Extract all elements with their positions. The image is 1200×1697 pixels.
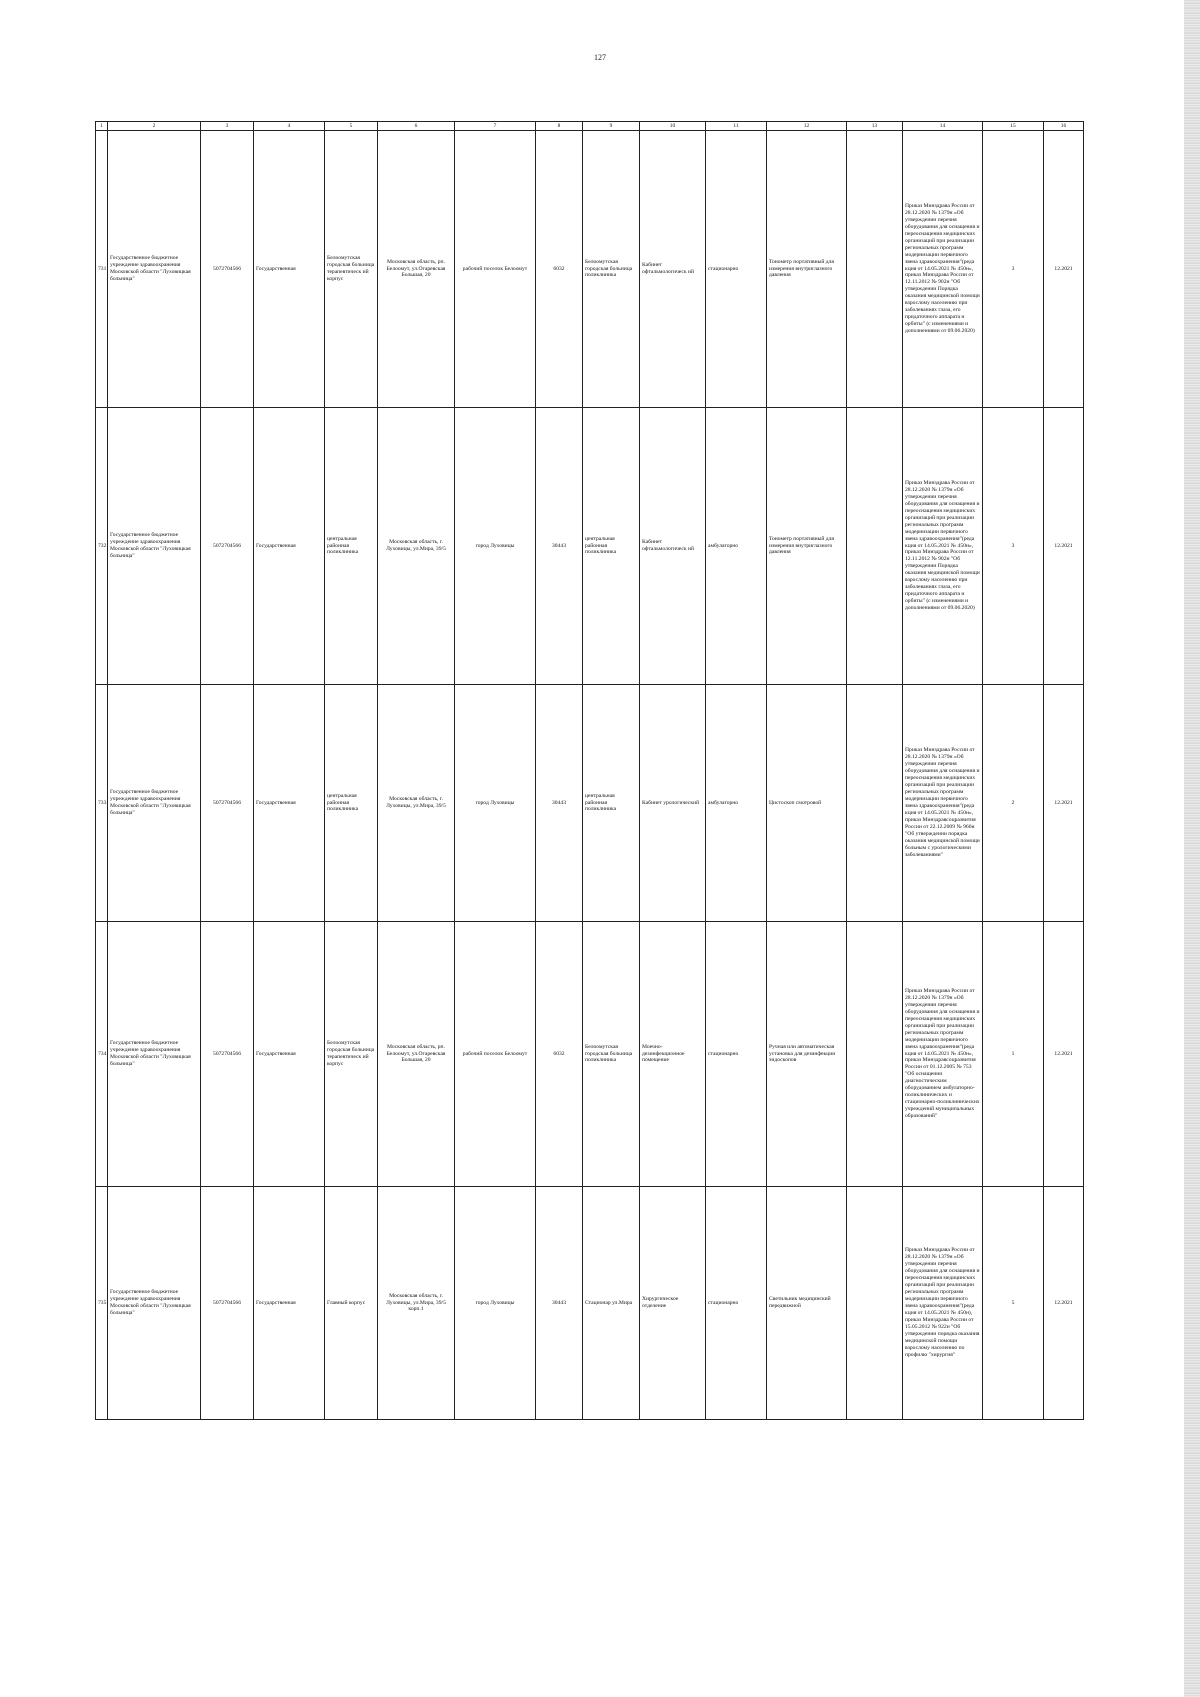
column-number: 15 [983, 122, 1044, 131]
table-row [96, 922, 1084, 1187]
inn: 5072704566 [201, 1187, 254, 1420]
column-number: 3 [201, 122, 254, 131]
deadline: 12.2021 [1044, 408, 1084, 685]
locality: город Луховицы [455, 685, 536, 922]
locality-code: 6032 [536, 922, 583, 1187]
regulation: Приказ Минздрава России от 28.12.2020 № 1379н «Об утверждении перечня оборудования для оснащения и переоснащения медицинских организаций при реализации региональных программ модернизации первичного звена здравоохранения"(реда кция от 14.05.2021 № 450н», приказ Минздрава России от 12.11.2012 № 902н "Об утверждении Порядка оказания медицинской помощи взрослому населению при заболеваниях глаза, его придаточного аппарата и орбиты" (с изменениями и дополнениями от 09.06.2020) [903, 131, 983, 408]
row-number: 734 [96, 922, 108, 1187]
organization-name: Государственное бюджетное учреждение здравоохранения Московской области "Луховицкая больница" [108, 131, 201, 408]
quantity: 3 [983, 408, 1044, 685]
address: Московская область, г. Луховицы, ул.Мира, 39/5 [378, 408, 455, 685]
unit: центральная районная поликлиника [583, 408, 640, 685]
building: Белоомутская городская больница терапевтическ ий корпус [325, 922, 378, 1187]
room: Хирургическое отделение [640, 1187, 706, 1420]
column-number: 4 [254, 122, 325, 131]
extra [847, 408, 903, 685]
address: Московская область, г. Луховицы, ул.Мира, 39/5 корп.1 [378, 1187, 455, 1420]
ownership-form: Государственная [254, 1187, 325, 1420]
equipment: Ручная или автоматическая установка для дезинфекции эндоскопов [767, 922, 847, 1187]
address: Московская область, рп. Белоомут, ул.Огаревская Большая, 20 [378, 922, 455, 1187]
address: Московская область, рп. Белоомут, ул.Огаревская Большая, 20 [378, 131, 455, 408]
unit: Белоомутская городская больница поликлиника [583, 922, 640, 1187]
room: Кабинет офтальмологическ ий [640, 408, 706, 685]
column-number: 9 [583, 122, 640, 131]
table-row [96, 408, 1084, 685]
care-mode: амбулаторно [706, 685, 767, 922]
locality-code: 30443 [536, 1187, 583, 1420]
regulation: Приказ Минздрава России от 28.12.2020 № 1379н «Об утверждении перечня оборудования для оснащения и переоснащения медицинских организаций при реализации региональных программ модернизации первичного звена здравоохранения"(реда кция от 14.05.2021 № 450н», приказ Минздравсоцразвития России от 01.12.2005 № 753 "Об оснащении диагностическим оборудованием амбулаторно-поликлинических и стационарно-поликлинических учреждений муниципальных образований" [903, 922, 983, 1187]
column-number: 6 [378, 122, 455, 131]
row-number: 735 [96, 1187, 108, 1420]
address: Московская область, г. Луховицы, ул.Мира, 39/5 [378, 685, 455, 922]
organization-name: Государственное бюджетное учреждение здравоохранения Московской области "Луховицкая больница" [108, 922, 201, 1187]
care-mode: стационарно [706, 131, 767, 408]
inn: 5072704566 [201, 131, 254, 408]
locality-code: 30443 [536, 408, 583, 685]
regulation: Приказ Минздрава России от 28.12.2020 № 1379н «Об утверждении перечня оборудования для оснащения и переоснащения медицинских организаций при реализации региональных программ модернизации первичного звена здравоохранения"(реда кция от 14.05.2021 № 450н», приказ Минздрава России от 12.11.2012 № 902н "Об утверждении Порядка оказания медицинской помощи взрослому населению при заболеваниях глаза, его придаточного аппарата и орбиты" (с изменениями и дополнениями от 09.06.2020) [903, 408, 983, 685]
extra [847, 1187, 903, 1420]
extra [847, 131, 903, 408]
row-number: 732 [96, 408, 108, 685]
column-number: 8 [536, 122, 583, 131]
column-number: 1 [96, 122, 108, 131]
ownership-form: Государственная [254, 685, 325, 922]
column-number: 10 [640, 122, 706, 131]
room: Моечно-дезинфекционное помещение [640, 922, 706, 1187]
column-number: 13 [847, 122, 903, 131]
equipment: Цистоскоп смотровой [767, 685, 847, 922]
regulation: Приказ Минздрава России от 28.12.2020 № 1379н «Об утверждении перечня оборудования для оснащения и переоснащения медицинских организаций при реализации региональных программ модернизации первичного звена здравоохранения"(реда кция от 14.05.2021 № 450н), приказ Минздрава России от 15.05.2012 № 922н "Об утверждении порядка оказания медицинской помощи взрослому населению по профилю "хирургия" [903, 1187, 983, 1420]
equipment: Тонометр портативный для измерения внутриглазного давления [767, 131, 847, 408]
locality-code: 6032 [536, 131, 583, 408]
column-number: 16 [1044, 122, 1084, 131]
table-row [96, 1187, 1084, 1420]
quantity: 3 [983, 131, 1044, 408]
unit: Стационар ул.Мира [583, 1187, 640, 1420]
column-number: 7 [455, 122, 536, 131]
scan-edge [1184, 0, 1200, 1697]
care-mode: стационарно [706, 922, 767, 1187]
care-mode: амбулаторно [706, 408, 767, 685]
deadline: 12.2021 [1044, 1187, 1084, 1420]
locality-code: 30443 [536, 685, 583, 922]
column-number-row [96, 122, 1084, 131]
table-row [96, 685, 1084, 922]
deadline: 12.2021 [1044, 131, 1084, 408]
care-mode: стационарно [706, 1187, 767, 1420]
register-table [95, 121, 1084, 1420]
regulation: Приказ Минздрава России от 28.12.2020 № 1379н «Об утверждении перечня оборудования для оснащения и переоснащения медицинских организаций при реализации региональных программ модернизации первичного звена здравоохранения"(реда кция от 14.05.2021 № 450н», приказ Минздравсоцразвития России от 22.12.2009 № 966н "Об утверждении порядка оказания медицинской помощи больным с урологическими заболеваниями" [903, 685, 983, 922]
room: Кабинет офтальмологическ ий [640, 131, 706, 408]
building: Белоомутская городская больница терапевтическ ий корпус [325, 131, 378, 408]
inn: 5072704566 [201, 408, 254, 685]
extra [847, 922, 903, 1187]
organization-name: Государственное бюджетное учреждение здравоохранения Московской области "Луховицкая больница" [108, 408, 201, 685]
column-number: 12 [767, 122, 847, 131]
locality: рабочий поселок Белоомут [455, 131, 536, 408]
extra [847, 685, 903, 922]
quantity: 2 [983, 685, 1044, 922]
quantity: 1 [983, 922, 1044, 1187]
building: центральная районная поликлиника [325, 685, 378, 922]
column-number: 5 [325, 122, 378, 131]
equipment: Тонометр портативный для измерения внутриглазного давления [767, 408, 847, 685]
locality: город Луховицы [455, 408, 536, 685]
building: центральная районная поликлиника [325, 408, 378, 685]
deadline: 12.2021 [1044, 922, 1084, 1187]
ownership-form: Государственная [254, 131, 325, 408]
quantity: 5 [983, 1187, 1044, 1420]
room: Кабинет урологический [640, 685, 706, 922]
locality: рабочий поселок Белоомут [455, 922, 536, 1187]
inn: 5072704566 [201, 685, 254, 922]
table-row [96, 131, 1084, 408]
ownership-form: Государственная [254, 408, 325, 685]
column-number: 11 [706, 122, 767, 131]
locality: город Луховицы [455, 1187, 536, 1420]
column-number: 2 [108, 122, 201, 131]
deadline: 12.2021 [1044, 685, 1084, 922]
row-number: 731 [96, 131, 108, 408]
ownership-form: Государственная [254, 922, 325, 1187]
building: Главный корпус [325, 1187, 378, 1420]
column-number: 14 [903, 122, 983, 131]
inn: 5072704566 [201, 922, 254, 1187]
unit: центральная районная поликлиника [583, 685, 640, 922]
equipment: Светильник медицинский передвижной [767, 1187, 847, 1420]
unit: Белоомутская городская больница поликлиника [583, 131, 640, 408]
organization-name: Государственное бюджетное учреждение здравоохранения Московской области "Луховицкая больница" [108, 1187, 201, 1420]
organization-name: Государственное бюджетное учреждение здравоохранения Московской области "Луховицкая больница" [108, 685, 201, 922]
page-number: 127 [594, 53, 606, 62]
row-number: 733 [96, 685, 108, 922]
